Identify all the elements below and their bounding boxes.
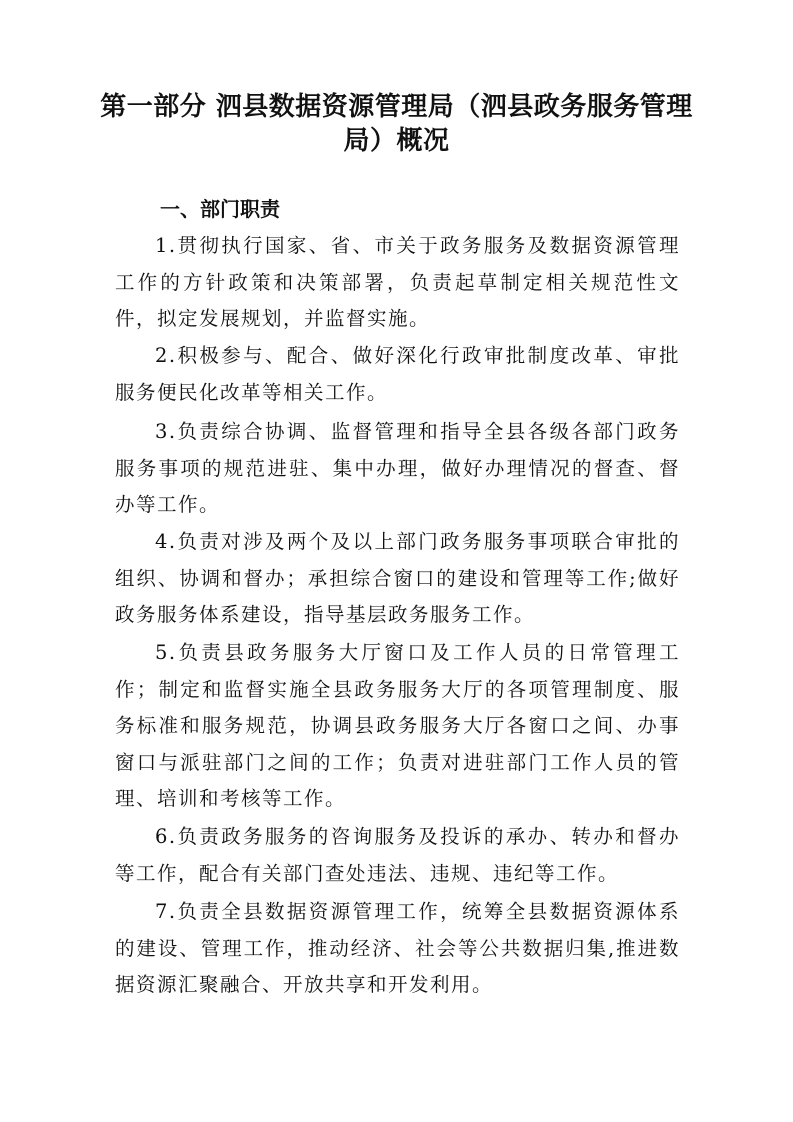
duty-item-5: 5.负责县政务服务大厅窗口及工作人员的日常管理工作；制定和监督实施全县政务服务大厅的各项管理制度、服务标准和服务规范，协调县政务服务大厅各窗口之间、办事窗口与派驻部门之间的工作；负责对进驻部门工作人员的管理、培训和考核等工作。 [115, 641, 680, 810]
duty-item-6: 6.负责政务服务的咨询服务及投诉的承办、转办和督办等工作，配合有关部门查处违法、违规、违纪等工作。 [115, 825, 680, 885]
duty-item-2: 2.积极参与、配合、做好深化行政审批制度改革、审批服务便民化改革等相关工作。 [115, 344, 680, 404]
page-title: 第一部分 泗县数据资源管理局（泗县政务服务管理局）概况 [100, 92, 693, 156]
duty-item-4: 4.负责对涉及两个及以上部门政务服务事项联合审批的组织、协调和督办；承担综合窗口的建设和管理等工作;做好政务服务体系建设，指导基层政务服务工作。 [115, 530, 680, 626]
duty-item-1: 1.贯彻执行国家、省、市关于政务服务及数据资源管理工作的方针政策和决策部署，负责起草制定相关规范性文件，拟定发展规划，并监督实施。 [115, 234, 680, 330]
section-heading: 一、部门职责 [160, 197, 280, 221]
duty-item-7: 7.负责全县数据资源管理工作，统筹全县数据资源体系的建设、管理工作，推动经济、社会等公共数据归集,推进数据资源汇聚融合、开放共享和开发利用。 [115, 900, 680, 996]
duty-item-3: 3.负责综合协调、监督管理和指导全县各级各部门政务服务事项的规范进驻、集中办理，做好办理情况的督查、督办等工作。 [115, 420, 680, 516]
